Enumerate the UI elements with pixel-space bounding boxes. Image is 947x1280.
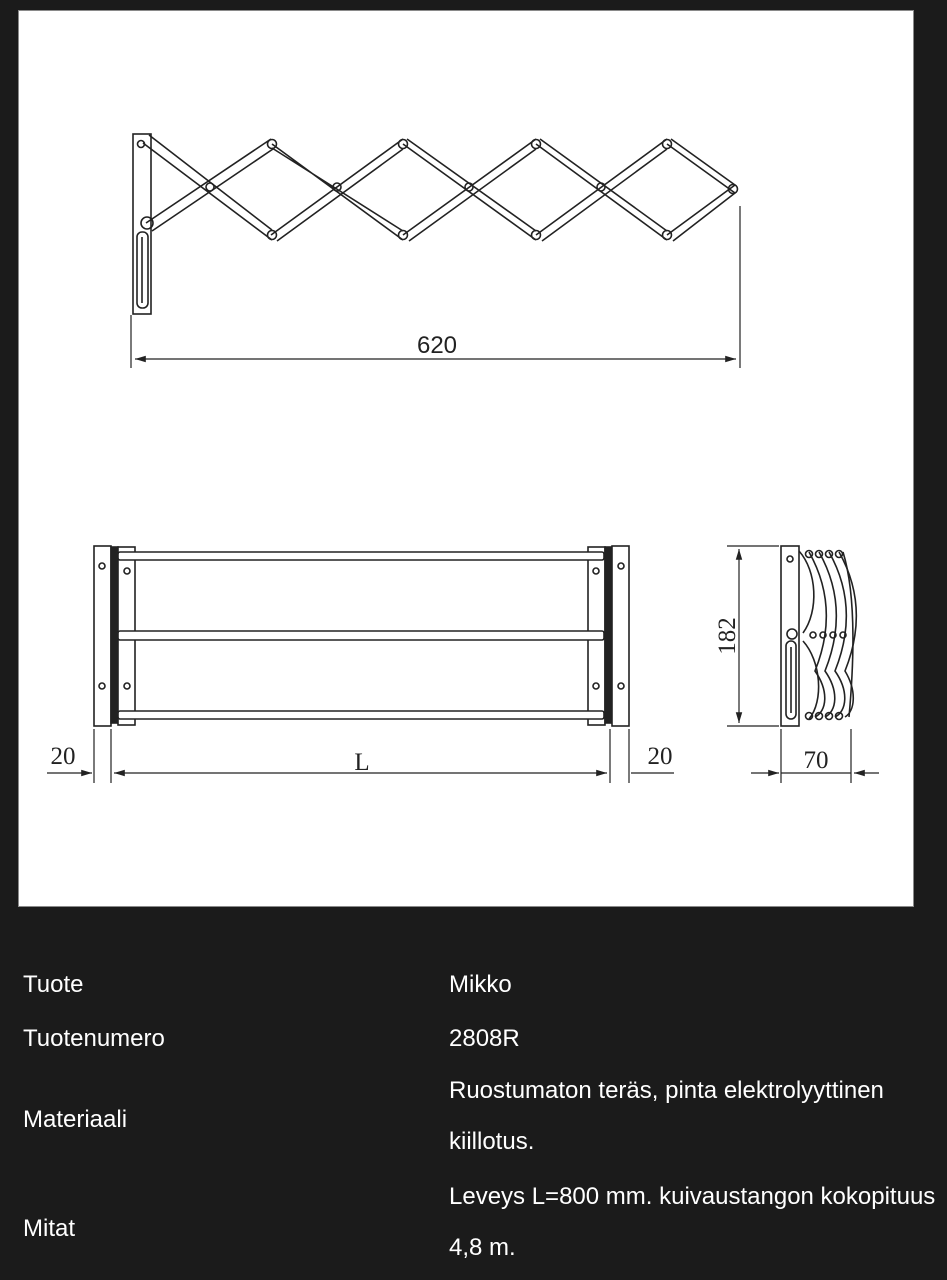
spec-value-material: Ruostumaton teräs, pinta elektrolyyttinen kiillotus.	[449, 1077, 884, 1155]
technical-drawing	[19, 11, 915, 908]
spec-label-material: Materiaali	[23, 1106, 128, 1133]
spec-row-material	[0, 1065, 947, 1171]
scissor-links	[143, 135, 735, 241]
technical-drawing-panel	[18, 10, 914, 907]
dimension-label-182: 182	[714, 617, 741, 655]
spec-row-product-number	[0, 1011, 947, 1065]
spec-row-product	[0, 955, 947, 1011]
spec-value-dimensions: Leveys L=800 mm. kuivaustangon kokopituus 4,8 m.	[449, 1183, 936, 1261]
product-spec-table	[0, 955, 947, 1277]
dimension-label-620: 620	[416, 332, 458, 359]
rack-front-view	[94, 546, 629, 726]
spec-row-dimensions	[0, 1171, 947, 1277]
rack-side-view	[781, 546, 856, 726]
spec-label-dimensions: Mitat	[23, 1215, 76, 1242]
spec-label-product-number: Tuotenumero	[23, 1025, 165, 1052]
spec-label-product: Tuote	[23, 971, 84, 998]
dimension-label-70: 70	[803, 747, 829, 774]
scissor-arm-side-view	[133, 134, 738, 314]
spec-value-product: Mikko	[449, 971, 512, 998]
dimension-label-L: L	[354, 749, 370, 776]
spec-value-product-number: 2808R	[449, 1025, 520, 1052]
dimension-label-left-20: 20	[50, 743, 76, 770]
dimension-label-right-20: 20	[647, 743, 673, 770]
